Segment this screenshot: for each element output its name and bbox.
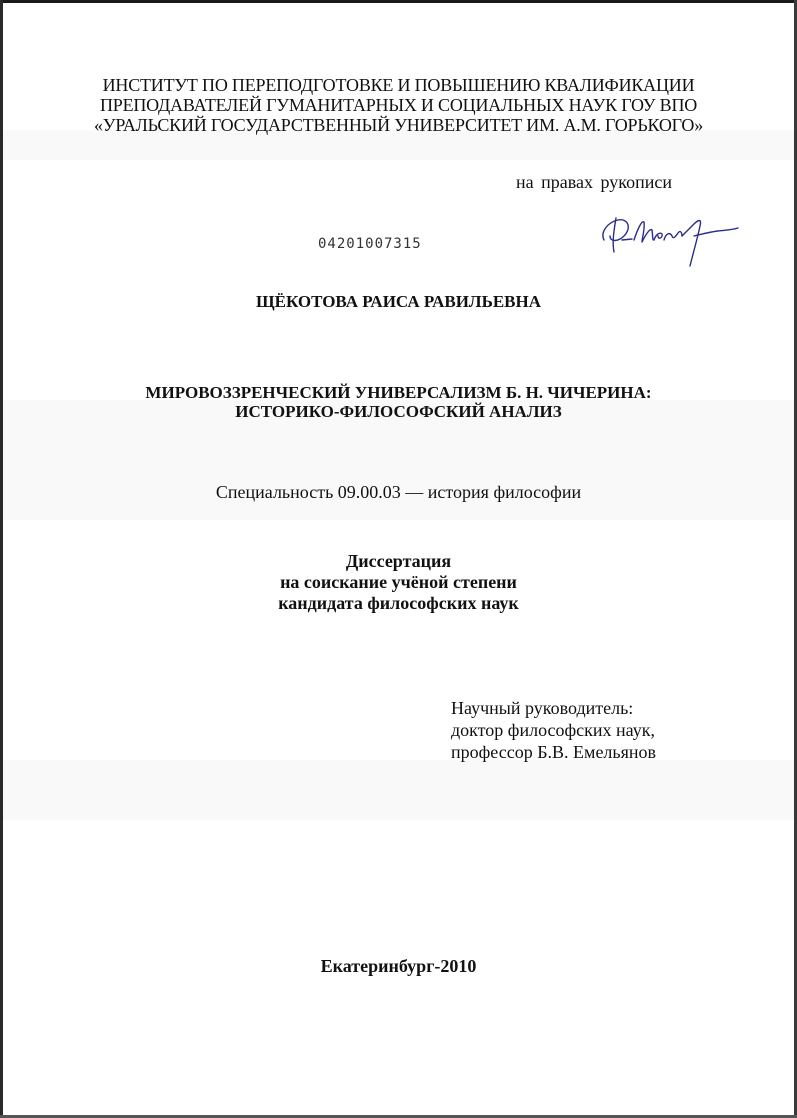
scan-shade	[0, 760, 797, 820]
archive-number: 04201007315	[318, 236, 422, 252]
header-line-3: «УРАЛЬСКИЙ ГОСУДАРСТВЕННЫЙ УНИВЕРСИТЕТ ИМ. А.М. ГОРЬКОГО»	[93, 115, 704, 135]
scan-edge-top	[0, 0, 797, 3]
supervisor-line-1: Научный руководитель:	[451, 698, 634, 718]
supervisor-line-2: доктор философских наук,	[451, 720, 655, 740]
signature-icon	[598, 206, 748, 272]
header-line-1: ИНСТИТУТ ПО ПЕРЕПОДГОТОВКЕ И ПОВЫШЕНИЮ КВАЛИФИКАЦИИ	[102, 75, 695, 95]
supervisor-line-3: профессор Б.В. Емельянов	[451, 742, 657, 762]
thesis-title-line-1: МИРОВОЗЗРЕНЧЕСКИЙ УНИВЕРСАЛИЗМ Б. Н. ЧИЧЕРИНА:	[145, 383, 652, 402]
specialty: Специальность 09.00.03 — история философии	[215, 482, 582, 502]
manuscript-note: на правах рукописи	[516, 172, 672, 192]
dissertation-line-3: кандидата философских наук	[278, 593, 519, 613]
header-line-2: ПРЕПОДАВАТЕЛЕЙ ГУМАНИТАРНЫХ И СОЦИАЛЬНЫХ НАУК ГОУ ВПО	[99, 95, 698, 115]
thesis-title-line-2: ИСТОРИКО-ФИЛОСОФСКИЙ АНАЛИЗ	[235, 402, 562, 421]
dissertation-line-1: Диссертация	[345, 551, 452, 571]
author-name: ЩЁКОТОВА РАИСА РАВИЛЬЕВНА	[255, 292, 542, 311]
dissertation-line-2: на соискание учёной степени	[280, 572, 517, 592]
city-year: Екатеринбург-2010	[320, 956, 477, 976]
